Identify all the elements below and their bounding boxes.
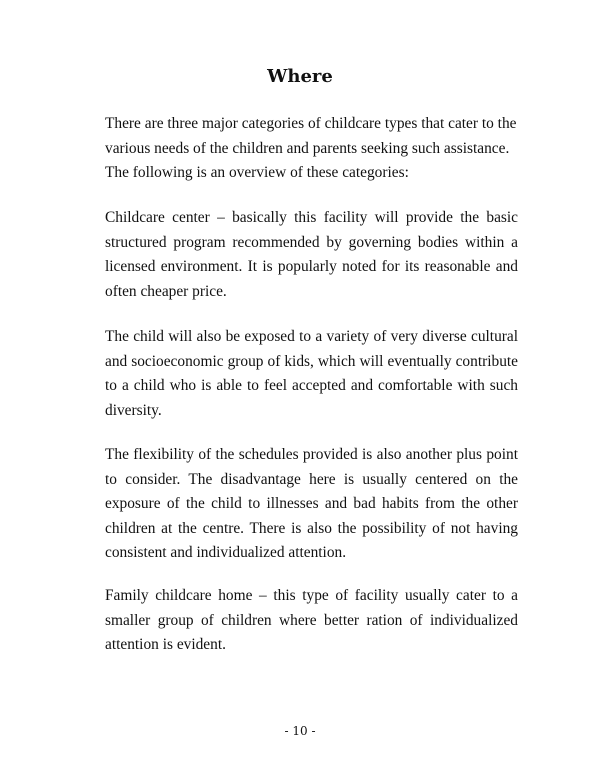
page-title: Where	[267, 66, 333, 87]
paragraph-childcare-center: Childcare center – basically this facility will provide the basic structured program recommended by governing bodies within a licensed environment. It is popularly noted for its reasonable and often cheaper price.	[105, 209, 518, 300]
paragraph-flexibility: The flexibility of the schedules provided is also another plus point to consider. The disadvantage here is usually centered on the exposure of the child to illnesses and bad habits from the other children at the centre. There is also the possibility of not having consistent and individualized attention.	[105, 446, 518, 562]
paragraph-diversity: The child will also be exposed to a variety of very diverse cultural and socioeconomic group of kids, which will eventually contribute to a child who is able to feel accepted and comfortable with such diversity.	[105, 328, 518, 419]
paragraph-intro: There are three major categories of childcare types that cater to the various needs of the children and parents seeking such assistance. The following is an overview of these categories:	[105, 115, 517, 182]
page-number: - 10 -	[284, 724, 316, 738]
paragraph-family-childcare-home: Family childcare home – this type of facility usually cater to a smaller group of children where better ration of individualized attention is evident.	[105, 587, 518, 654]
